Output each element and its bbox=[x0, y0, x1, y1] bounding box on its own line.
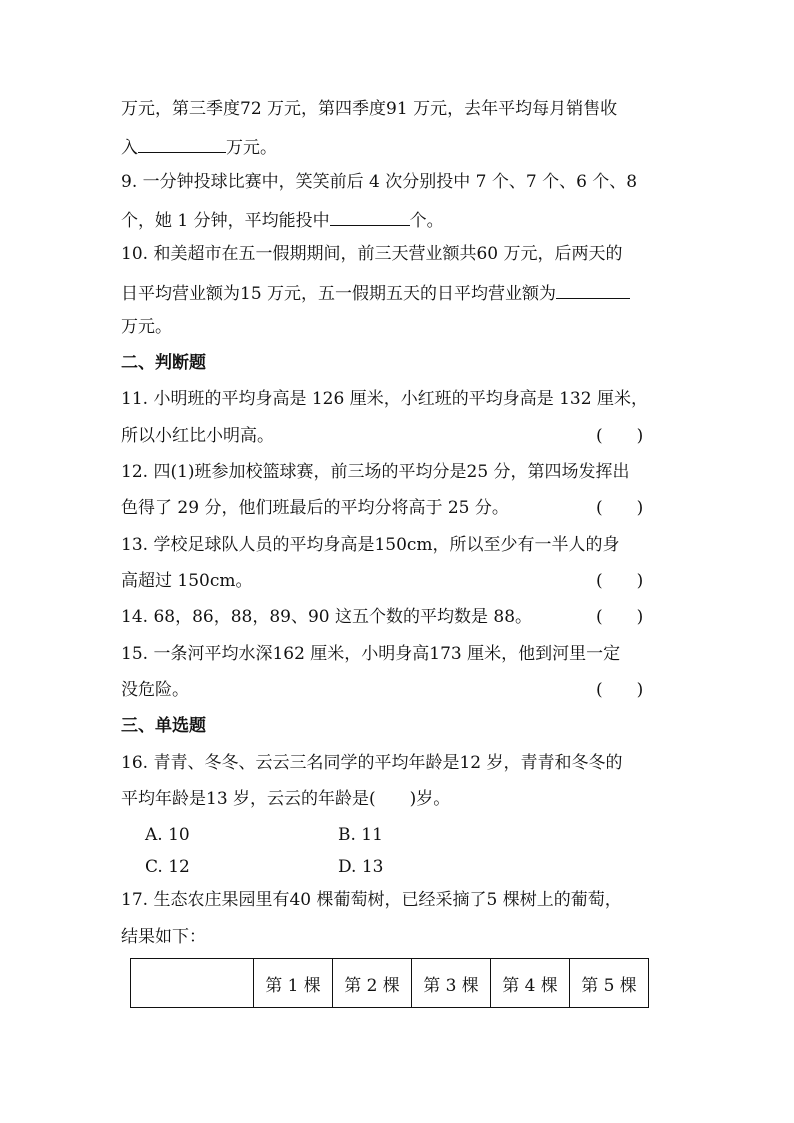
q12-answer-paren[interactable]: ( ) bbox=[596, 498, 644, 518]
q8-continuation-line: 万元，第三季度72 万元，第四季度91 万元，去年平均每月销售收 bbox=[121, 99, 618, 119]
q8-answer-line bbox=[121, 134, 277, 159]
q15-line-1: 15. 一条河平均水深162 厘米，小明身高173 厘米，他到河里一定 bbox=[121, 644, 621, 664]
q11-answer-paren[interactable]: ( ) bbox=[596, 426, 644, 446]
q14-answer-paren[interactable]: ( ) bbox=[596, 607, 644, 627]
q8-suffix: 万元。 bbox=[226, 138, 277, 158]
q11-line-2: 所以小红比小明高。 bbox=[121, 426, 274, 446]
q17-line-2: 结果如下： bbox=[121, 927, 206, 947]
q16-option-d[interactable]: D. 13 bbox=[338, 857, 384, 877]
q9-suffix: 个。 bbox=[409, 211, 444, 231]
q9-answer-blank[interactable] bbox=[330, 207, 410, 226]
table-header-cell: 第 3 棵 bbox=[412, 959, 491, 1008]
q14-line: 14. 68，86，88，89、90 这五个数的平均数是 88。 bbox=[121, 607, 533, 627]
table-header-cell: 第 2 棵 bbox=[333, 959, 412, 1008]
q16-line-1: 16. 青青、冬冬、云云三名同学的平均年龄是12 岁，青青和冬冬的 bbox=[121, 753, 623, 773]
q8-prefix: 入 bbox=[121, 138, 138, 158]
q11-line-1: 11. 小明班的平均身高是 126 厘米，小红班的平均身高是 132 厘米， bbox=[121, 389, 648, 409]
q8-answer-blank[interactable] bbox=[138, 134, 226, 153]
q16-option-a[interactable]: A. 10 bbox=[145, 825, 190, 845]
q15-answer-paren[interactable]: ( ) bbox=[596, 680, 644, 700]
q15-line-2: 没危险。 bbox=[121, 680, 189, 700]
q13-line-2: 高超过 150cm。 bbox=[121, 571, 253, 591]
table-header-cell: 第 1 棵 bbox=[254, 959, 333, 1008]
q10-text: 日平均营业额为15 万元，五一假期五天的日平均营业额为 bbox=[121, 284, 557, 304]
q16-line-2: 平均年龄是13 岁，云云的年龄是( )岁。 bbox=[121, 789, 451, 809]
q9-line-2 bbox=[121, 207, 444, 232]
section-single-heading: 三、单选题 bbox=[121, 716, 206, 736]
q12-line-1: 12. 四(1)班参加校篮球赛，前三场的平均分是25 分，第四场发挥出 bbox=[121, 462, 630, 482]
q16-option-c[interactable]: C. 12 bbox=[145, 857, 190, 877]
q13-line-1: 13. 学校足球队人员的平均身高是150cm，所以至少有一半人的身 bbox=[121, 535, 620, 555]
q16-option-b[interactable]: B. 11 bbox=[338, 825, 383, 845]
q10-line-3: 万元。 bbox=[121, 317, 172, 337]
q10-line-1: 10. 和美超市在五一假期期间，前三天营业额共60 万元，后两天的 bbox=[121, 244, 623, 264]
table-header-row bbox=[131, 959, 649, 1008]
q10-answer-blank[interactable] bbox=[556, 280, 630, 299]
table-header-cell: 第 4 棵 bbox=[491, 959, 570, 1008]
q12-line-2: 色得了 29 分，他们班最后的平均分将高于 25 分。 bbox=[121, 498, 509, 518]
q9-text: 个，她 1 分钟，平均能投中 bbox=[121, 211, 330, 231]
grape-harvest-table bbox=[130, 958, 649, 1008]
q10-line-2 bbox=[121, 280, 630, 305]
table-header-cell bbox=[131, 959, 254, 1008]
section-judge-heading: 二、判断题 bbox=[121, 353, 206, 373]
q13-answer-paren[interactable]: ( ) bbox=[596, 571, 644, 591]
q9-line-1: 9. 一分钟投球比赛中，笑笑前后 4 次分别投中 7 个、7 个、6 个、8 bbox=[121, 172, 638, 192]
table-header-cell: 第 5 棵 bbox=[570, 959, 649, 1008]
q17-line-1: 17. 生态农庄果园里有40 棵葡萄树，已经采摘了5 棵树上的葡萄， bbox=[121, 890, 622, 910]
